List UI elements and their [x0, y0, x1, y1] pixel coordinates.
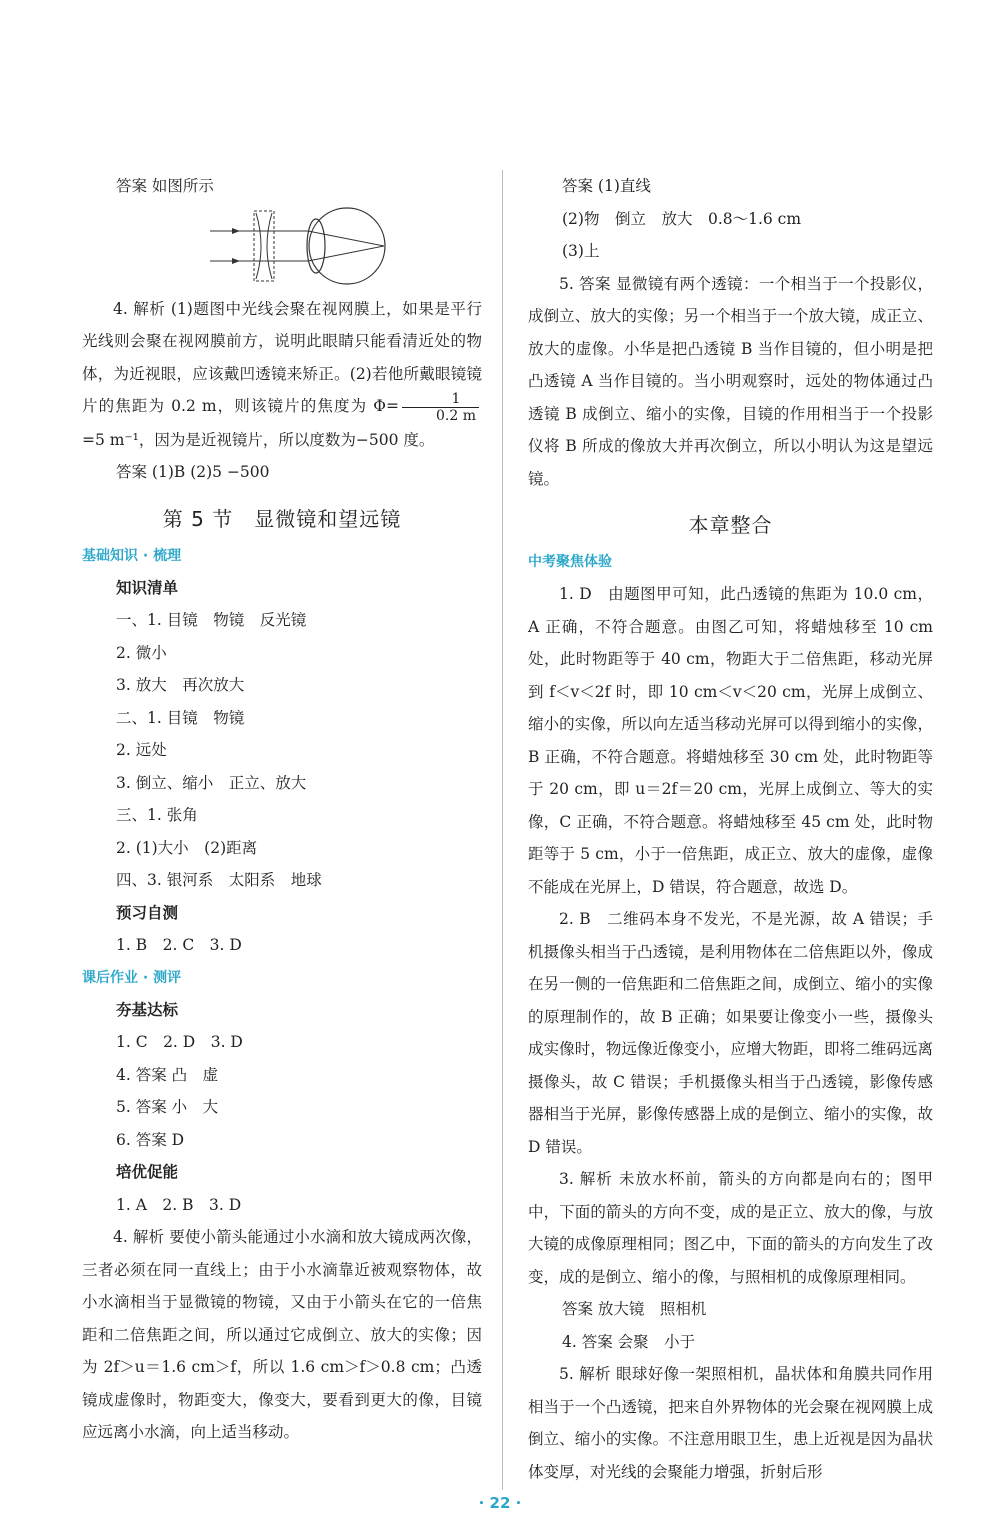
- exam-q2: 2. B 二维码本身不发光，不是光源，故 A 错误；手机摄像头相当于凸透镜，是利用物体在二倍焦距以外，像成在另一侧的一倍焦距和二倍焦距之间，成倒立、缩小的实像的原理制作的，故 B 正确；如果要让像变小一些，摄像头成实像时，物远像近像变小，应增大物距，即将二维码远离摄像头，故 C 错误；手机摄像头相当于凸透镜，影像传感器相当于光屏，影像传感器上成的是倒立、缩小的实像，故 D 错误。: [528, 910, 933, 1156]
- list-item: 1. A 2. B 3. D: [116, 1195, 242, 1214]
- left-column: [82, 170, 482, 1449]
- list-item: 1. C 2. D 3. D: [116, 1033, 243, 1051]
- list-item: 1. B 2. C 3. D: [116, 936, 242, 954]
- list-item: 6. 答案 D: [116, 1130, 185, 1149]
- solution-advanced-q4: 4. 解析 要使小箭头能通过小水滴和放大镜成两次像，三者必须在同一直线上；由于小水滴靠近被观察物体，故小水滴相当于显微镜的物镜，又由于小箭头在它的一倍焦距和二倍焦距之间，所以通过它成倒立、放大的实像；因为 2f＞u＝1.6 cm＞f，所以 1.6 cm＞f＞0.8 cm；凸透镜成虚像时，物距变大，像变大，要看到更大的像，目镜应远离小水滴，向上适当移动。: [82, 1228, 482, 1441]
- list-item: 2. 远处: [116, 741, 167, 759]
- answer-line: (3)上: [562, 242, 600, 260]
- preview-test-heading: 预习自测: [116, 903, 179, 922]
- exam-q3: 3. 解析 未放水杯前，箭头的方向都是向右的；图甲中，下面的箭头的方向不变，成的是正立、放大的像，与放大镜的成像原理相同；图乙中，下面的箭头的方向发生了改变，成的是倒立、缩小的像，与照相机的成像原理相同。: [528, 1170, 933, 1286]
- foundation-heading: 夯基达标: [116, 1000, 179, 1019]
- exam-q5: 5. 解析 眼球好像一架照相机，晶状体和角膜共同作用相当于一个凸透镜，把来自外界物体的光会聚在视网膜上成倒立、缩小的实像。不注意用眼卫生，患上近视是因为晶状体变厚，对光线的会聚能力增强，折射后形: [528, 1365, 933, 1481]
- answer-line: (2)物 倒立 放大 0.8～1.6 cm: [562, 209, 802, 228]
- answer-line: 答案 (1)直线: [562, 177, 651, 195]
- category-exam-focus: 中考聚焦体验: [528, 554, 612, 570]
- exam-q4-answer: 4. 答案 会聚 小于: [562, 1332, 696, 1351]
- list-item: 三、1. 张角: [116, 806, 198, 824]
- category-homework: 课后作业 · 测评: [82, 969, 182, 986]
- list-item: 3. 倒立、缩小 正立、放大: [116, 773, 307, 792]
- right-column: [528, 170, 933, 1488]
- list-item: 二、1. 目镜 物镜: [116, 708, 245, 727]
- list-item: 3. 放大 再次放大: [116, 676, 245, 694]
- solution-q4: 4. 解析 (1)题图中光线会聚在视网膜上，如果是平行光线则会聚在视网膜前方，说明此眼睛只能看清近处的物体，为近视眼，应该戴凹透镜来矫正。(2)若他所戴眼镜镜片的焦距为 0.2 m，则该镜片的焦度为 Φ= $\frac{1}{0.2 m}$ =5 m⁻¹，因为是近视镜片，所以度数为−500 度。: [82, 299, 482, 449]
- knowledge-list-heading: 知识清单: [116, 578, 179, 597]
- list-item: 4. 答案 凸 虚: [116, 1065, 219, 1084]
- list-item: 一、1. 目镜 物镜 反光镜: [116, 611, 307, 629]
- list-item: 2. (1)大小 (2)距离: [116, 838, 258, 857]
- answer-q5: 5. 答案 显微镜有两个透镜：一个相当于一个投影仪，成倒立、放大的实像；另一个相当于一个放大镜，成正立、放大的虚像。小华是把凸透镜 B 当作目镜的，但小明是把凸透镜 A 当作目镜的。当小明观察时，远处的物体通过凸透镜 B 成倒立、缩小的实像，目镜的作用相当于一个投影仪将 B 所成的像放大并再次倒立，所以小明认为这是望远镜。: [528, 274, 933, 488]
- section-title-5: 第 5 节 显微镜和望远镜: [162, 506, 402, 531]
- section-title-chapter: 本章整合: [688, 513, 773, 537]
- page-number: · 22 ·: [478, 1494, 522, 1512]
- exam-q3-answer: 答案 放大镜 照相机: [562, 1300, 707, 1318]
- focal-fraction: $\frac{1}{0.2 m}$: [402, 391, 479, 424]
- answer-line: 答案 如图所示: [116, 177, 214, 195]
- list-item: 2. 微小: [116, 643, 167, 662]
- advanced-heading: 培优促能: [116, 1163, 179, 1181]
- category-basic-knowledge: 基础知识 · 梳理: [82, 547, 182, 564]
- eye-diagram-svg: [82, 205, 482, 287]
- eye-lens-diagram: [82, 205, 482, 287]
- list-item: 5. 答案 小 大: [116, 1098, 219, 1116]
- answer-q4: 答案 (1)B (2)5 −500: [116, 463, 270, 481]
- list-item: 四、3. 银河系 太阳系 地球: [116, 871, 322, 889]
- exam-q1: 1. D 由题图甲可知，此凸透镜的焦距为 10.0 cm，A 正确，不符合题意。由图乙可知，将蜡烛移至 10 cm 处，此时物距等于 40 cm，物距大于二倍焦距，移动光屏到 f＜v＜2f 时，即 10 cm＜v＜20 cm，光屏上成倒立、缩小的实像，所以向左适当移动光屏可以得到缩小的实像，B 正确，不符合题意。将蜡烛移至 30 cm 处，此时物距等于 20 cm，即 u＝2f＝20 cm，光屏上成倒立、等大的实像，C 正确，不符合题意。将蜡烛移至 45 cm 处，此时物距等于 5 cm，小于一倍焦距，成正立、放大的虚像，虚像不能成在光屏上，D 错误，符合题意，故选 D。: [528, 585, 933, 896]
- column-divider: [502, 170, 503, 1490]
